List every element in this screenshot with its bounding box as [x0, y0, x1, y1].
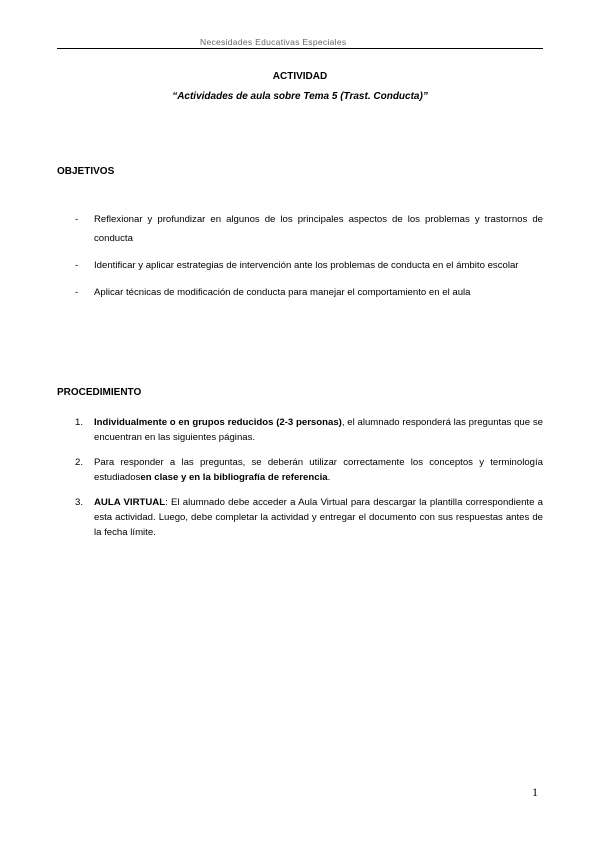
procedimiento-item: [57, 455, 543, 485]
document-subtitle: “Actividades de aula sobre Tema 5 (Trast. Conducta)”: [172, 91, 428, 102]
plain-text: Para responder a las preguntas, se deberán utilizar correctamente los conceptos y terminología estudiados: [94, 457, 543, 483]
bold-phrase: Individualmente o en grupos reducidos (2-3 personas): [94, 417, 342, 428]
plain-text: , el alumnado responderá las preguntas que se encuentran en las siguientes páginas.: [94, 417, 543, 443]
objetivos-heading: OBJETIVOS: [57, 166, 115, 177]
objetivo-text: Reflexionar y profundizar en algunos de los principales aspectos de los problemas y trastornos de conducta: [94, 214, 543, 244]
objetivo-text: Identificar y aplicar estrategias de intervención ante los problemas de conducta en el ámbito escolar: [94, 260, 519, 271]
procedimiento-text: [94, 415, 543, 445]
header-rule: [57, 48, 543, 49]
procedimiento-item: [57, 495, 543, 540]
item-number: 3.: [75, 497, 84, 508]
plain-text: : El alumnado debe acceder a Aula Virtual para descargar la plantilla correspondiente a esta actividad. Luego, debe completar la actividad y entregar el documento con sus respuestas antes de la fecha límite.: [94, 497, 544, 538]
list-bullet: -: [75, 287, 79, 298]
bold-phrase: en clase y en la bibliografía de referencia: [140, 472, 328, 483]
plain-text: .: [327, 472, 331, 483]
procedimiento-text: [94, 455, 543, 485]
objetivo-text: Aplicar técnicas de modificación de conducta para manejar el comportamiento en el aula: [94, 287, 471, 298]
item-number: 2.: [75, 457, 84, 468]
running-header: Necesidades Educativas Especiales: [200, 37, 347, 47]
procedimiento-item: [57, 415, 543, 445]
document-title: ACTIVIDAD: [272, 71, 328, 82]
objetivo-item: [57, 283, 543, 302]
objetivo-item: [57, 210, 543, 248]
procedimiento-text: [94, 495, 543, 540]
item-number: 1.: [75, 417, 84, 428]
bold-phrase: AULA VIRTUAL: [94, 497, 166, 508]
page-number: 1: [532, 785, 538, 799]
objetivos-list: [57, 210, 543, 310]
list-bullet: -: [75, 214, 79, 225]
procedimiento-heading: PROCEDIMIENTO: [57, 387, 142, 398]
objetivo-item: [57, 256, 543, 275]
list-bullet: -: [75, 260, 79, 271]
procedimiento-list: [57, 415, 543, 550]
